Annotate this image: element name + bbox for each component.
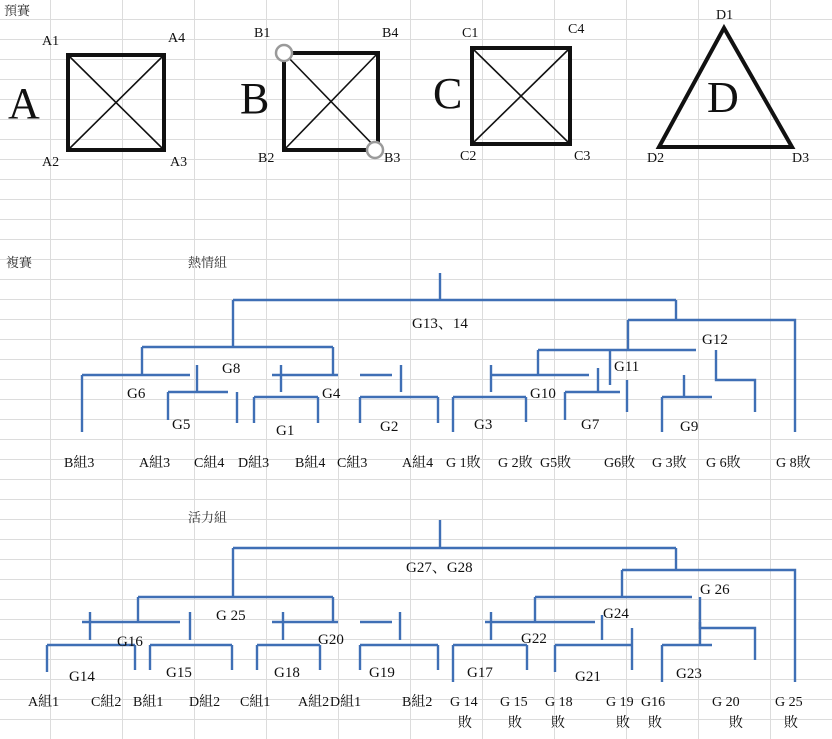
corner-d3: D3 <box>792 151 810 166</box>
game-g18: G18 <box>274 665 300 681</box>
prelim-header: 預賽 <box>4 4 31 19</box>
entrant-4: D組3 <box>238 456 270 471</box>
game-g5: G5 <box>172 417 191 433</box>
entrant-13: G 6敗 <box>706 456 741 471</box>
group-c-square <box>433 22 590 164</box>
corner-a3: A3 <box>170 155 188 170</box>
entrant-9: G 2敗 <box>498 456 533 471</box>
corner-a4: A4 <box>168 31 186 46</box>
entrant2-14: G 20 <box>712 695 740 710</box>
game-g17: G17 <box>467 665 493 681</box>
entrant2-12: G 19 <box>606 695 634 710</box>
loss-marker-10: 敗 <box>508 716 522 731</box>
game-g25: G 25 <box>216 608 246 624</box>
entrant2-3: B組1 <box>133 695 164 710</box>
game-g23: G23 <box>676 666 702 682</box>
game-g4: G4 <box>322 386 341 402</box>
corner-c3: C3 <box>574 149 591 164</box>
game-g20: G20 <box>318 632 344 648</box>
corner-b2: B2 <box>258 151 275 166</box>
entrant2-9: G 14 <box>450 695 478 710</box>
corner-a1: A1 <box>42 34 60 49</box>
game-g8: G8 <box>222 361 241 377</box>
corner-d2: D2 <box>647 151 665 166</box>
game-g7: G7 <box>581 417 600 433</box>
bracket-group1-entrants <box>64 455 811 471</box>
game-g12: G12 <box>702 332 728 348</box>
entrant-12: G 3敗 <box>652 456 687 471</box>
game-g16: G16 <box>117 634 143 650</box>
loss-marker-15: 敗 <box>784 716 798 731</box>
game-g1: G1 <box>276 423 295 439</box>
game-g21: G21 <box>575 669 601 685</box>
entrant-8: G 1敗 <box>446 456 481 471</box>
loss-marker-13: 敗 <box>648 716 662 731</box>
game-g22: G22 <box>521 631 547 647</box>
bracket-group2 <box>47 520 795 682</box>
group1-title: 熱情組 <box>188 256 228 271</box>
corner-a2: A2 <box>42 155 60 170</box>
group-a-letter: A <box>8 79 40 128</box>
game-g24: G24 <box>603 606 629 622</box>
entrant-10: G5敗 <box>540 456 572 471</box>
game-g14: G14 <box>69 669 95 685</box>
entrant-6: C組3 <box>337 456 368 471</box>
entrant2-15: G 25 <box>775 695 803 710</box>
entrant2-1: A組1 <box>28 695 60 710</box>
loss-marker-9: 敗 <box>458 716 472 731</box>
game-g27-28: G27、G28 <box>406 560 473 576</box>
game-g3: G3 <box>474 417 493 433</box>
entrant2-11: G 18 <box>545 695 573 710</box>
game-g6: G6 <box>127 386 146 402</box>
loss-marker-12: 敗 <box>616 716 630 731</box>
resize-handle-top-left[interactable] <box>276 45 292 61</box>
entrant2-8: B組2 <box>402 695 433 710</box>
bracket-group2-entrants <box>28 694 803 731</box>
corner-b3: B3 <box>384 151 401 166</box>
game-g26: G 26 <box>700 582 730 598</box>
entrant2-7: D組1 <box>330 695 362 710</box>
corner-b1: B1 <box>254 26 271 41</box>
game-g9: G9 <box>680 419 699 435</box>
game-g2: G2 <box>380 419 399 435</box>
corner-c1: C1 <box>462 26 479 41</box>
finals-header: 複賽 <box>6 256 33 271</box>
entrant-2: A組3 <box>139 456 171 471</box>
resize-handle-bottom-right[interactable] <box>367 142 383 158</box>
game-g11: G11 <box>614 359 640 375</box>
entrant2-4: D組2 <box>189 695 221 710</box>
group-d-letter: D <box>707 73 739 122</box>
entrant-11: G6敗 <box>604 456 636 471</box>
game-g15: G15 <box>166 665 192 681</box>
entrant-3: C組4 <box>194 456 225 471</box>
entrant-7: A組4 <box>402 456 434 471</box>
entrant-5: B組4 <box>295 456 326 471</box>
entrant2-5: C組1 <box>240 695 271 710</box>
group-b-square <box>240 26 400 166</box>
bracket-group1 <box>82 273 795 432</box>
game-g10: G10 <box>530 386 556 402</box>
group2-title: 活力組 <box>188 511 228 526</box>
entrant2-6: A組2 <box>298 695 330 710</box>
entrant-1: B組3 <box>64 456 95 471</box>
corner-c4: C4 <box>568 22 585 37</box>
corner-c2: C2 <box>460 149 477 164</box>
entrant2-13: G16 <box>641 695 666 710</box>
game-g13-14: G13、14 <box>412 316 468 332</box>
bracket-group1-games <box>127 316 728 439</box>
group-a-square <box>8 31 187 170</box>
loss-marker-11: 敗 <box>551 716 565 731</box>
corner-b4: B4 <box>382 26 399 41</box>
entrant2-2: C組2 <box>91 695 122 710</box>
group-d-triangle <box>647 8 809 166</box>
corner-d1: D1 <box>716 8 734 23</box>
game-g19: G19 <box>369 665 395 681</box>
group-b-letter: B <box>240 74 270 123</box>
entrant-14: G 8敗 <box>776 456 811 471</box>
loss-marker-14: 敗 <box>729 716 743 731</box>
group-c-letter: C <box>433 69 463 118</box>
entrant2-10: G 15 <box>500 695 528 710</box>
